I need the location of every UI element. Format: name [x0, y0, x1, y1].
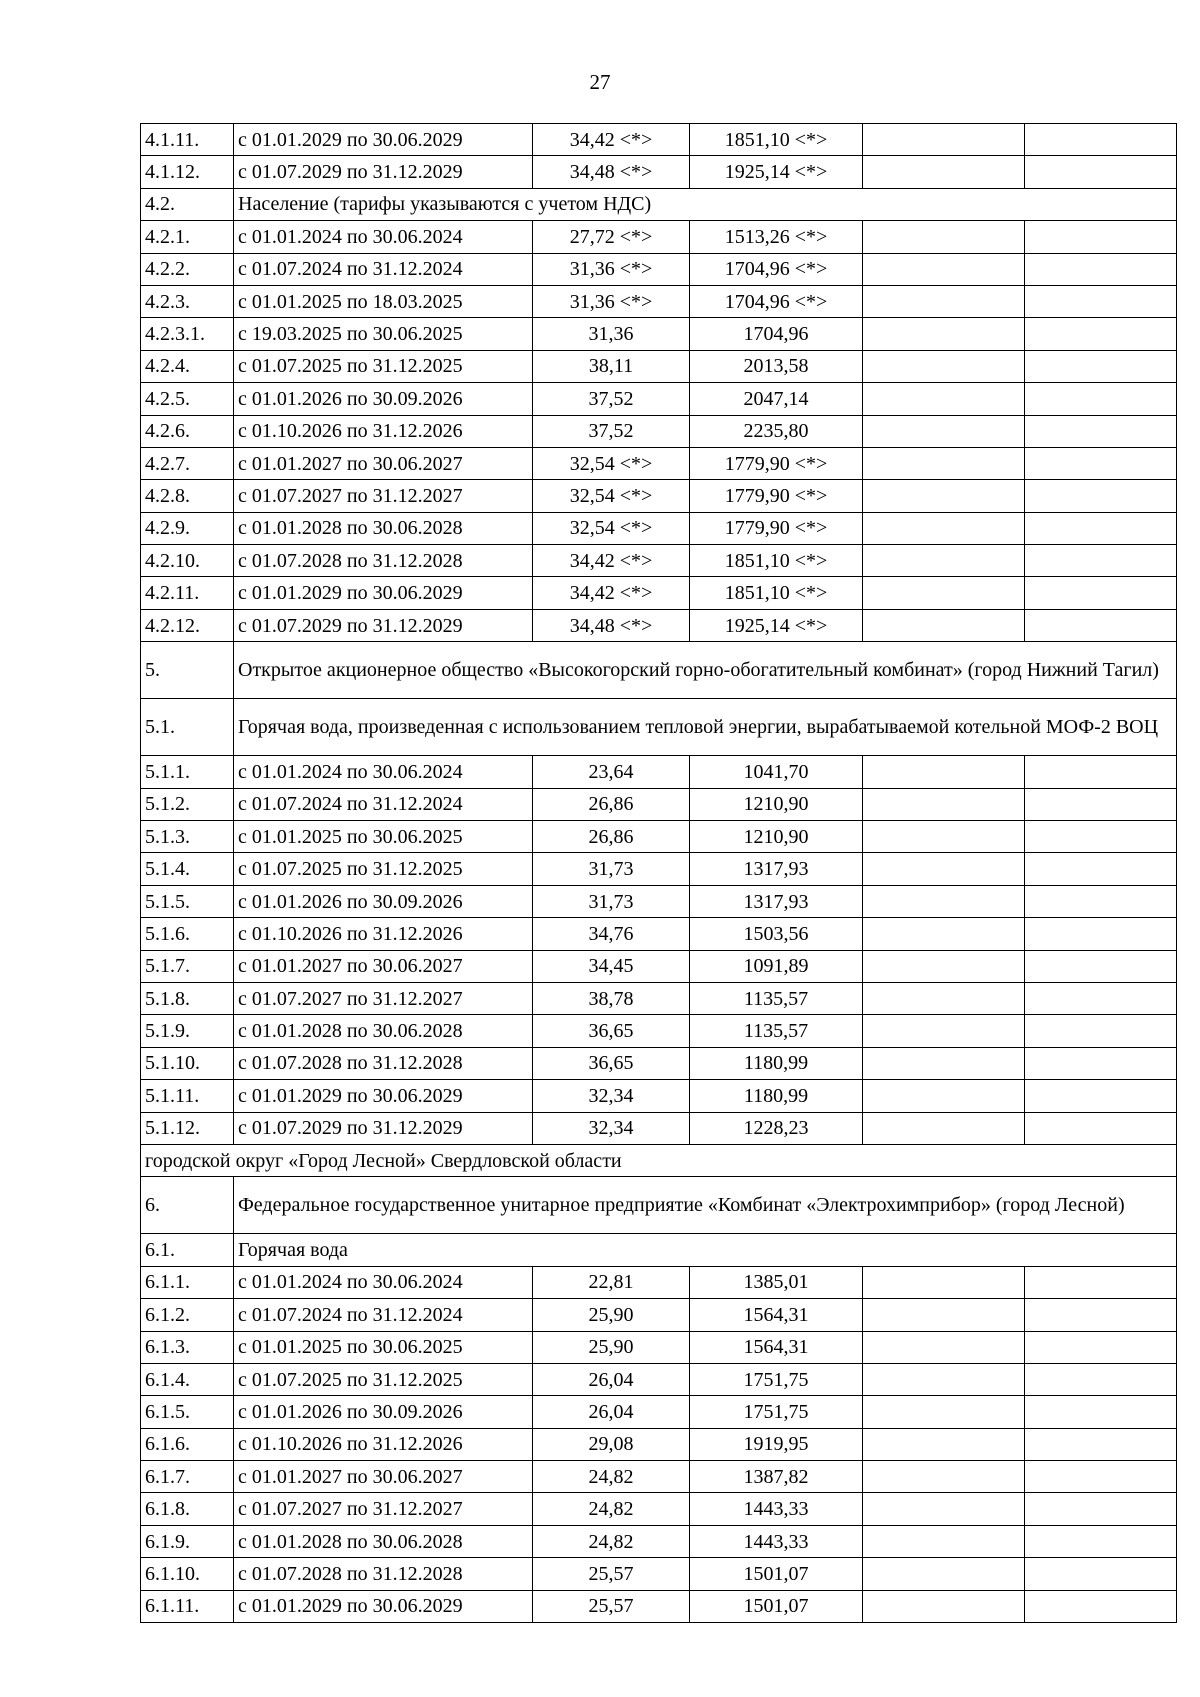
table-row [141, 756, 1177, 788]
empty-cell [1025, 950, 1177, 982]
row-number-cell: 5.1.9. [141, 1015, 234, 1047]
row-number-cell: 4.2.9. [141, 512, 234, 544]
period-cell: с 01.01.2027 по 30.06.2027 [234, 1461, 533, 1493]
tariff-value-2-cell: 1704,96 [690, 318, 863, 350]
group-header-row [141, 642, 1177, 699]
empty-cell [1025, 756, 1177, 788]
period-cell: с 01.07.2027 по 31.12.2027 [234, 1493, 533, 1525]
row-number-cell: 6.1.1. [141, 1266, 234, 1298]
empty-cell [863, 447, 1025, 479]
period-cell: с 01.01.2025 по 30.06.2025 [234, 1331, 533, 1363]
empty-cell [863, 415, 1025, 447]
tariff-value-1-cell: 32,34 [533, 1080, 690, 1112]
table-row [141, 1525, 1177, 1557]
empty-cell [1025, 1363, 1177, 1395]
period-cell: с 01.10.2026 по 31.12.2026 [234, 1428, 533, 1460]
empty-cell [863, 885, 1025, 917]
group-header-row [141, 699, 1177, 756]
period-cell: с 01.07.2024 по 31.12.2024 [234, 253, 533, 285]
period-cell: с 01.01.2029 по 30.06.2029 [234, 577, 533, 609]
period-cell: с 01.07.2024 по 31.12.2024 [234, 788, 533, 820]
period-cell: с 01.07.2029 по 31.12.2029 [234, 1112, 533, 1144]
table-row [141, 1015, 1177, 1047]
tariff-value-1-cell: 32,54 <*> [533, 447, 690, 479]
period-cell: с 01.01.2024 по 30.06.2024 [234, 1266, 533, 1298]
empty-cell [1025, 1080, 1177, 1112]
table-row [141, 480, 1177, 512]
tariff-value-2-cell: 1704,96 <*> [690, 253, 863, 285]
tariff-value-1-cell: 31,36 [533, 318, 690, 350]
row-number-cell: 6.1.5. [141, 1396, 234, 1428]
tariff-value-1-cell: 34,42 <*> [533, 545, 690, 577]
table-row [141, 950, 1177, 982]
row-number-cell: 6.1.10. [141, 1558, 234, 1590]
period-cell: с 01.01.2026 по 30.09.2026 [234, 383, 533, 415]
tariff-value-1-cell: 29,08 [533, 1428, 690, 1460]
empty-cell [1025, 512, 1177, 544]
empty-cell [863, 853, 1025, 885]
period-cell: с 01.01.2025 по 30.06.2025 [234, 821, 533, 853]
period-cell: с 01.01.2027 по 30.06.2027 [234, 447, 533, 479]
empty-cell [863, 285, 1025, 317]
empty-cell [1025, 982, 1177, 1014]
row-number-cell: 4.2.4. [141, 350, 234, 382]
empty-cell [863, 156, 1025, 188]
tariff-value-2-cell: 1501,07 [690, 1590, 863, 1622]
empty-cell [863, 1590, 1025, 1622]
empty-cell [1025, 415, 1177, 447]
table-row [141, 415, 1177, 447]
tariff-value-1-cell: 24,82 [533, 1525, 690, 1557]
empty-cell [863, 1266, 1025, 1298]
row-number-cell: 6.1.9. [141, 1525, 234, 1557]
tariff-value-2-cell: 1779,90 <*> [690, 512, 863, 544]
table-row [141, 350, 1177, 382]
period-cell: с 01.07.2025 по 31.12.2025 [234, 350, 533, 382]
empty-cell [863, 480, 1025, 512]
period-cell: с 01.01.2029 по 30.06.2029 [234, 124, 533, 156]
empty-cell [1025, 1558, 1177, 1590]
row-number-cell: 6.1.4. [141, 1363, 234, 1395]
empty-cell [1025, 350, 1177, 382]
tariff-value-2-cell: 1443,33 [690, 1525, 863, 1557]
row-number-cell: 6.1.8. [141, 1493, 234, 1525]
group-title-cell: Горячая вода, произведенная с использованием тепловой энергии, вырабатываемой котельной МОФ-2 ВОЦ [234, 699, 1177, 756]
table-row [141, 1461, 1177, 1493]
period-cell: с 01.07.2029 по 31.12.2029 [234, 609, 533, 641]
empty-cell [863, 1428, 1025, 1460]
empty-cell [863, 318, 1025, 350]
empty-cell [863, 1112, 1025, 1144]
empty-cell [1025, 1525, 1177, 1557]
empty-cell [863, 350, 1025, 382]
row-number-cell: 4.2.1. [141, 221, 234, 253]
tariff-value-2-cell: 1564,31 [690, 1331, 863, 1363]
row-number-cell: 5.1.11. [141, 1080, 234, 1112]
row-number-cell: 4.2.10. [141, 545, 234, 577]
empty-cell [1025, 1047, 1177, 1079]
row-number-cell: 6.1. [141, 1234, 234, 1266]
tariff-value-2-cell: 1919,95 [690, 1428, 863, 1460]
tariff-value-1-cell: 32,34 [533, 1112, 690, 1144]
period-cell: с 01.01.2029 по 30.06.2029 [234, 1080, 533, 1112]
table-row [141, 1396, 1177, 1428]
period-cell: с 01.07.2029 по 31.12.2029 [234, 156, 533, 188]
empty-cell [1025, 253, 1177, 285]
tariff-value-2-cell: 1751,75 [690, 1396, 863, 1428]
table-row [141, 545, 1177, 577]
empty-cell [863, 1558, 1025, 1590]
empty-cell [863, 1363, 1025, 1395]
table-row [141, 1331, 1177, 1363]
tariff-value-1-cell: 38,11 [533, 350, 690, 382]
tariff-value-2-cell: 1851,10 <*> [690, 124, 863, 156]
empty-cell [1025, 285, 1177, 317]
table-row [141, 577, 1177, 609]
tariff-value-1-cell: 31,36 <*> [533, 253, 690, 285]
empty-cell [1025, 1331, 1177, 1363]
tariff-value-1-cell: 26,04 [533, 1396, 690, 1428]
tariff-value-1-cell: 31,73 [533, 853, 690, 885]
period-cell: с 01.07.2025 по 31.12.2025 [234, 853, 533, 885]
empty-cell [1025, 577, 1177, 609]
row-number-cell: 5.1.1. [141, 756, 234, 788]
tariff-value-1-cell: 25,90 [533, 1299, 690, 1331]
row-number-cell: 5.1.3. [141, 821, 234, 853]
period-cell: с 01.07.2028 по 31.12.2028 [234, 1047, 533, 1079]
tariff-value-2-cell: 1387,82 [690, 1461, 863, 1493]
empty-cell [1025, 545, 1177, 577]
table-row [141, 918, 1177, 950]
empty-cell [863, 1080, 1025, 1112]
row-number-cell: 4.2.2. [141, 253, 234, 285]
row-number-cell: 4.2.12. [141, 609, 234, 641]
tariff-value-2-cell: 1317,93 [690, 885, 863, 917]
row-number-cell: 4.2. [141, 188, 234, 220]
empty-cell [863, 1331, 1025, 1363]
period-cell: с 01.01.2028 по 30.06.2028 [234, 1525, 533, 1557]
empty-cell [863, 512, 1025, 544]
table-row [141, 156, 1177, 188]
tariff-value-2-cell: 1091,89 [690, 950, 863, 982]
tariff-value-1-cell: 31,73 [533, 885, 690, 917]
row-number-cell: 5.1.8. [141, 982, 234, 1014]
period-cell: с 01.01.2028 по 30.06.2028 [234, 512, 533, 544]
tariff-value-1-cell: 37,52 [533, 415, 690, 447]
table-row [141, 512, 1177, 544]
row-number-cell: 6.1.3. [141, 1331, 234, 1363]
tariff-value-2-cell: 1501,07 [690, 1558, 863, 1590]
row-number-cell: 4.2.6. [141, 415, 234, 447]
empty-cell [863, 950, 1025, 982]
table-row [141, 253, 1177, 285]
empty-cell [1025, 383, 1177, 415]
row-number-cell: 4.1.11. [141, 124, 234, 156]
period-cell: с 01.07.2028 по 31.12.2028 [234, 545, 533, 577]
empty-cell [863, 1299, 1025, 1331]
empty-cell [863, 383, 1025, 415]
row-number-cell: 4.1.12. [141, 156, 234, 188]
tariff-value-1-cell: 36,65 [533, 1015, 690, 1047]
empty-cell [863, 1525, 1025, 1557]
section-row [141, 1144, 1177, 1176]
table-row [141, 318, 1177, 350]
tariff-value-1-cell: 24,82 [533, 1493, 690, 1525]
period-cell: с 01.01.2026 по 30.09.2026 [234, 885, 533, 917]
empty-cell [1025, 918, 1177, 950]
period-cell: с 01.01.2026 по 30.09.2026 [234, 1396, 533, 1428]
tariff-value-1-cell: 32,54 <*> [533, 480, 690, 512]
tariff-value-1-cell: 26,86 [533, 788, 690, 820]
tariff-value-1-cell: 34,48 <*> [533, 609, 690, 641]
empty-cell [863, 821, 1025, 853]
section-title-cell: городской округ «Город Лесной» Свердловской области [141, 1144, 1177, 1176]
tariff-value-2-cell: 1210,90 [690, 788, 863, 820]
table-row [141, 447, 1177, 479]
table-row [141, 821, 1177, 853]
empty-cell [1025, 1112, 1177, 1144]
row-number-cell: 5.1. [141, 699, 234, 756]
table-row [141, 124, 1177, 156]
row-number-cell: 6.1.6. [141, 1428, 234, 1460]
tariff-value-2-cell: 1385,01 [690, 1266, 863, 1298]
row-number-cell: 4.2.3. [141, 285, 234, 317]
row-number-cell: 5.1.2. [141, 788, 234, 820]
group-header-row [141, 188, 1177, 220]
group-title-cell: Федеральное государственное унитарное предприятие «Комбинат «Электрохимприбор» (город Лесной) [234, 1177, 1177, 1234]
empty-cell [863, 756, 1025, 788]
table-row [141, 609, 1177, 641]
table-row [141, 1363, 1177, 1395]
tariff-value-2-cell: 1443,33 [690, 1493, 863, 1525]
period-cell: с 01.01.2029 по 30.06.2029 [234, 1590, 533, 1622]
period-cell: с 01.01.2027 по 30.06.2027 [234, 950, 533, 982]
row-number-cell: 5.1.5. [141, 885, 234, 917]
table-row [141, 1299, 1177, 1331]
group-title-cell: Население (тарифы указываются с учетом НДС) [234, 188, 1177, 220]
tariff-value-2-cell: 1564,31 [690, 1299, 863, 1331]
empty-cell [1025, 480, 1177, 512]
period-cell: с 01.01.2024 по 30.06.2024 [234, 756, 533, 788]
table-row [141, 1493, 1177, 1525]
tariff-value-2-cell: 1210,90 [690, 821, 863, 853]
row-number-cell: 6.1.2. [141, 1299, 234, 1331]
tariff-value-2-cell: 1851,10 <*> [690, 545, 863, 577]
tariff-value-2-cell: 1180,99 [690, 1080, 863, 1112]
group-header-row [141, 1177, 1177, 1234]
period-cell: с 01.07.2028 по 31.12.2028 [234, 1558, 533, 1590]
empty-cell [863, 253, 1025, 285]
tariff-value-1-cell: 34,45 [533, 950, 690, 982]
group-header-row [141, 1234, 1177, 1266]
empty-cell [863, 1493, 1025, 1525]
tariff-value-2-cell: 1779,90 <*> [690, 480, 863, 512]
tariff-value-2-cell: 1317,93 [690, 853, 863, 885]
table-row [141, 982, 1177, 1014]
tariff-value-2-cell: 2013,58 [690, 350, 863, 382]
empty-cell [1025, 318, 1177, 350]
empty-cell [863, 609, 1025, 641]
period-cell: с 01.10.2026 по 31.12.2026 [234, 918, 533, 950]
tariff-value-1-cell: 34,76 [533, 918, 690, 950]
row-number-cell: 4.2.8. [141, 480, 234, 512]
empty-cell [1025, 609, 1177, 641]
row-number-cell: 4.2.7. [141, 447, 234, 479]
tariff-value-1-cell: 27,72 <*> [533, 221, 690, 253]
tariff-value-1-cell: 24,82 [533, 1461, 690, 1493]
tariff-value-2-cell: 1180,99 [690, 1047, 863, 1079]
tariff-value-1-cell: 23,64 [533, 756, 690, 788]
page-number: 27 [589, 70, 611, 94]
tariff-value-1-cell: 32,54 <*> [533, 512, 690, 544]
tariff-value-1-cell: 36,65 [533, 1047, 690, 1079]
empty-cell [863, 918, 1025, 950]
period-cell: с 01.07.2024 по 31.12.2024 [234, 1299, 533, 1331]
empty-cell [1025, 1015, 1177, 1047]
empty-cell [1025, 1590, 1177, 1622]
row-number-cell: 5. [141, 642, 234, 699]
empty-cell [1025, 1493, 1177, 1525]
empty-cell [1025, 885, 1177, 917]
row-number-cell: 5.1.4. [141, 853, 234, 885]
table-row [141, 788, 1177, 820]
period-cell: с 01.01.2025 по 18.03.2025 [234, 285, 533, 317]
table-body [141, 124, 1177, 1623]
table-row [141, 1080, 1177, 1112]
group-title-cell: Открытое акционерное общество «Высокогорский горно-обогатительный комбинат» (город Нижний Тагил) [234, 642, 1177, 699]
group-title-cell: Горячая вода [234, 1234, 1177, 1266]
tariff-value-2-cell: 1925,14 <*> [690, 156, 863, 188]
row-number-cell: 4.2.5. [141, 383, 234, 415]
table-row [141, 885, 1177, 917]
empty-cell [1025, 1461, 1177, 1493]
period-cell: с 01.10.2026 по 31.12.2026 [234, 415, 533, 447]
tariff-value-2-cell: 1704,96 <*> [690, 285, 863, 317]
tariff-value-2-cell: 1751,75 [690, 1363, 863, 1395]
empty-cell [863, 221, 1025, 253]
empty-cell [863, 1461, 1025, 1493]
period-cell: с 01.01.2024 по 30.06.2024 [234, 221, 533, 253]
period-cell: с 01.07.2025 по 31.12.2025 [234, 1363, 533, 1395]
tariff-value-2-cell: 1135,57 [690, 1015, 863, 1047]
tariff-value-1-cell: 34,42 <*> [533, 577, 690, 609]
empty-cell [1025, 788, 1177, 820]
row-number-cell: 4.2.3.1. [141, 318, 234, 350]
table-row [141, 853, 1177, 885]
empty-cell [1025, 853, 1177, 885]
period-cell: с 19.03.2025 по 30.06.2025 [234, 318, 533, 350]
empty-cell [1025, 221, 1177, 253]
tariff-value-1-cell: 34,42 <*> [533, 124, 690, 156]
row-number-cell: 5.1.6. [141, 918, 234, 950]
row-number-cell: 6.1.11. [141, 1590, 234, 1622]
period-cell: с 01.01.2028 по 30.06.2028 [234, 1015, 533, 1047]
tariff-value-1-cell: 22,81 [533, 1266, 690, 1298]
table-row [141, 1112, 1177, 1144]
tariff-value-1-cell: 25,90 [533, 1331, 690, 1363]
tariff-table [140, 123, 1177, 1623]
table-row [141, 383, 1177, 415]
tariff-value-1-cell: 34,48 <*> [533, 156, 690, 188]
tariff-value-2-cell: 1041,70 [690, 756, 863, 788]
tariff-value-2-cell: 1851,10 <*> [690, 577, 863, 609]
empty-cell [863, 577, 1025, 609]
empty-cell [1025, 1428, 1177, 1460]
tariff-value-1-cell: 26,86 [533, 821, 690, 853]
empty-cell [1025, 124, 1177, 156]
empty-cell [1025, 1299, 1177, 1331]
table-row [141, 1428, 1177, 1460]
tariff-value-1-cell: 26,04 [533, 1363, 690, 1395]
empty-cell [863, 1015, 1025, 1047]
table-row [141, 285, 1177, 317]
tariff-value-1-cell: 25,57 [533, 1590, 690, 1622]
row-number-cell: 6. [141, 1177, 234, 1234]
empty-cell [863, 1047, 1025, 1079]
row-number-cell: 5.1.12. [141, 1112, 234, 1144]
table-row [141, 221, 1177, 253]
tariff-value-2-cell: 1503,56 [690, 918, 863, 950]
empty-cell [863, 545, 1025, 577]
table-row [141, 1590, 1177, 1622]
row-number-cell: 5.1.10. [141, 1047, 234, 1079]
empty-cell [863, 982, 1025, 1014]
tariff-value-1-cell: 25,57 [533, 1558, 690, 1590]
empty-cell [1025, 1396, 1177, 1428]
row-number-cell: 4.2.11. [141, 577, 234, 609]
empty-cell [1025, 821, 1177, 853]
tariff-value-1-cell: 38,78 [533, 982, 690, 1014]
tariff-value-2-cell: 1513,26 <*> [690, 221, 863, 253]
tariff-value-1-cell: 31,36 <*> [533, 285, 690, 317]
empty-cell [1025, 156, 1177, 188]
empty-cell [863, 1396, 1025, 1428]
period-cell: с 01.07.2027 по 31.12.2027 [234, 480, 533, 512]
tariff-value-2-cell: 2047,14 [690, 383, 863, 415]
table-row [141, 1266, 1177, 1298]
row-number-cell: 5.1.7. [141, 950, 234, 982]
row-number-cell: 6.1.7. [141, 1461, 234, 1493]
table-row [141, 1558, 1177, 1590]
period-cell: с 01.07.2027 по 31.12.2027 [234, 982, 533, 1014]
tariff-value-2-cell: 1135,57 [690, 982, 863, 1014]
empty-cell [1025, 447, 1177, 479]
empty-cell [1025, 1266, 1177, 1298]
empty-cell [863, 124, 1025, 156]
table-row [141, 1047, 1177, 1079]
tariff-value-2-cell: 1779,90 <*> [690, 447, 863, 479]
tariff-value-2-cell: 1925,14 <*> [690, 609, 863, 641]
tariff-value-2-cell: 1228,23 [690, 1112, 863, 1144]
tariff-value-2-cell: 2235,80 [690, 415, 863, 447]
tariff-value-1-cell: 37,52 [533, 383, 690, 415]
empty-cell [863, 788, 1025, 820]
